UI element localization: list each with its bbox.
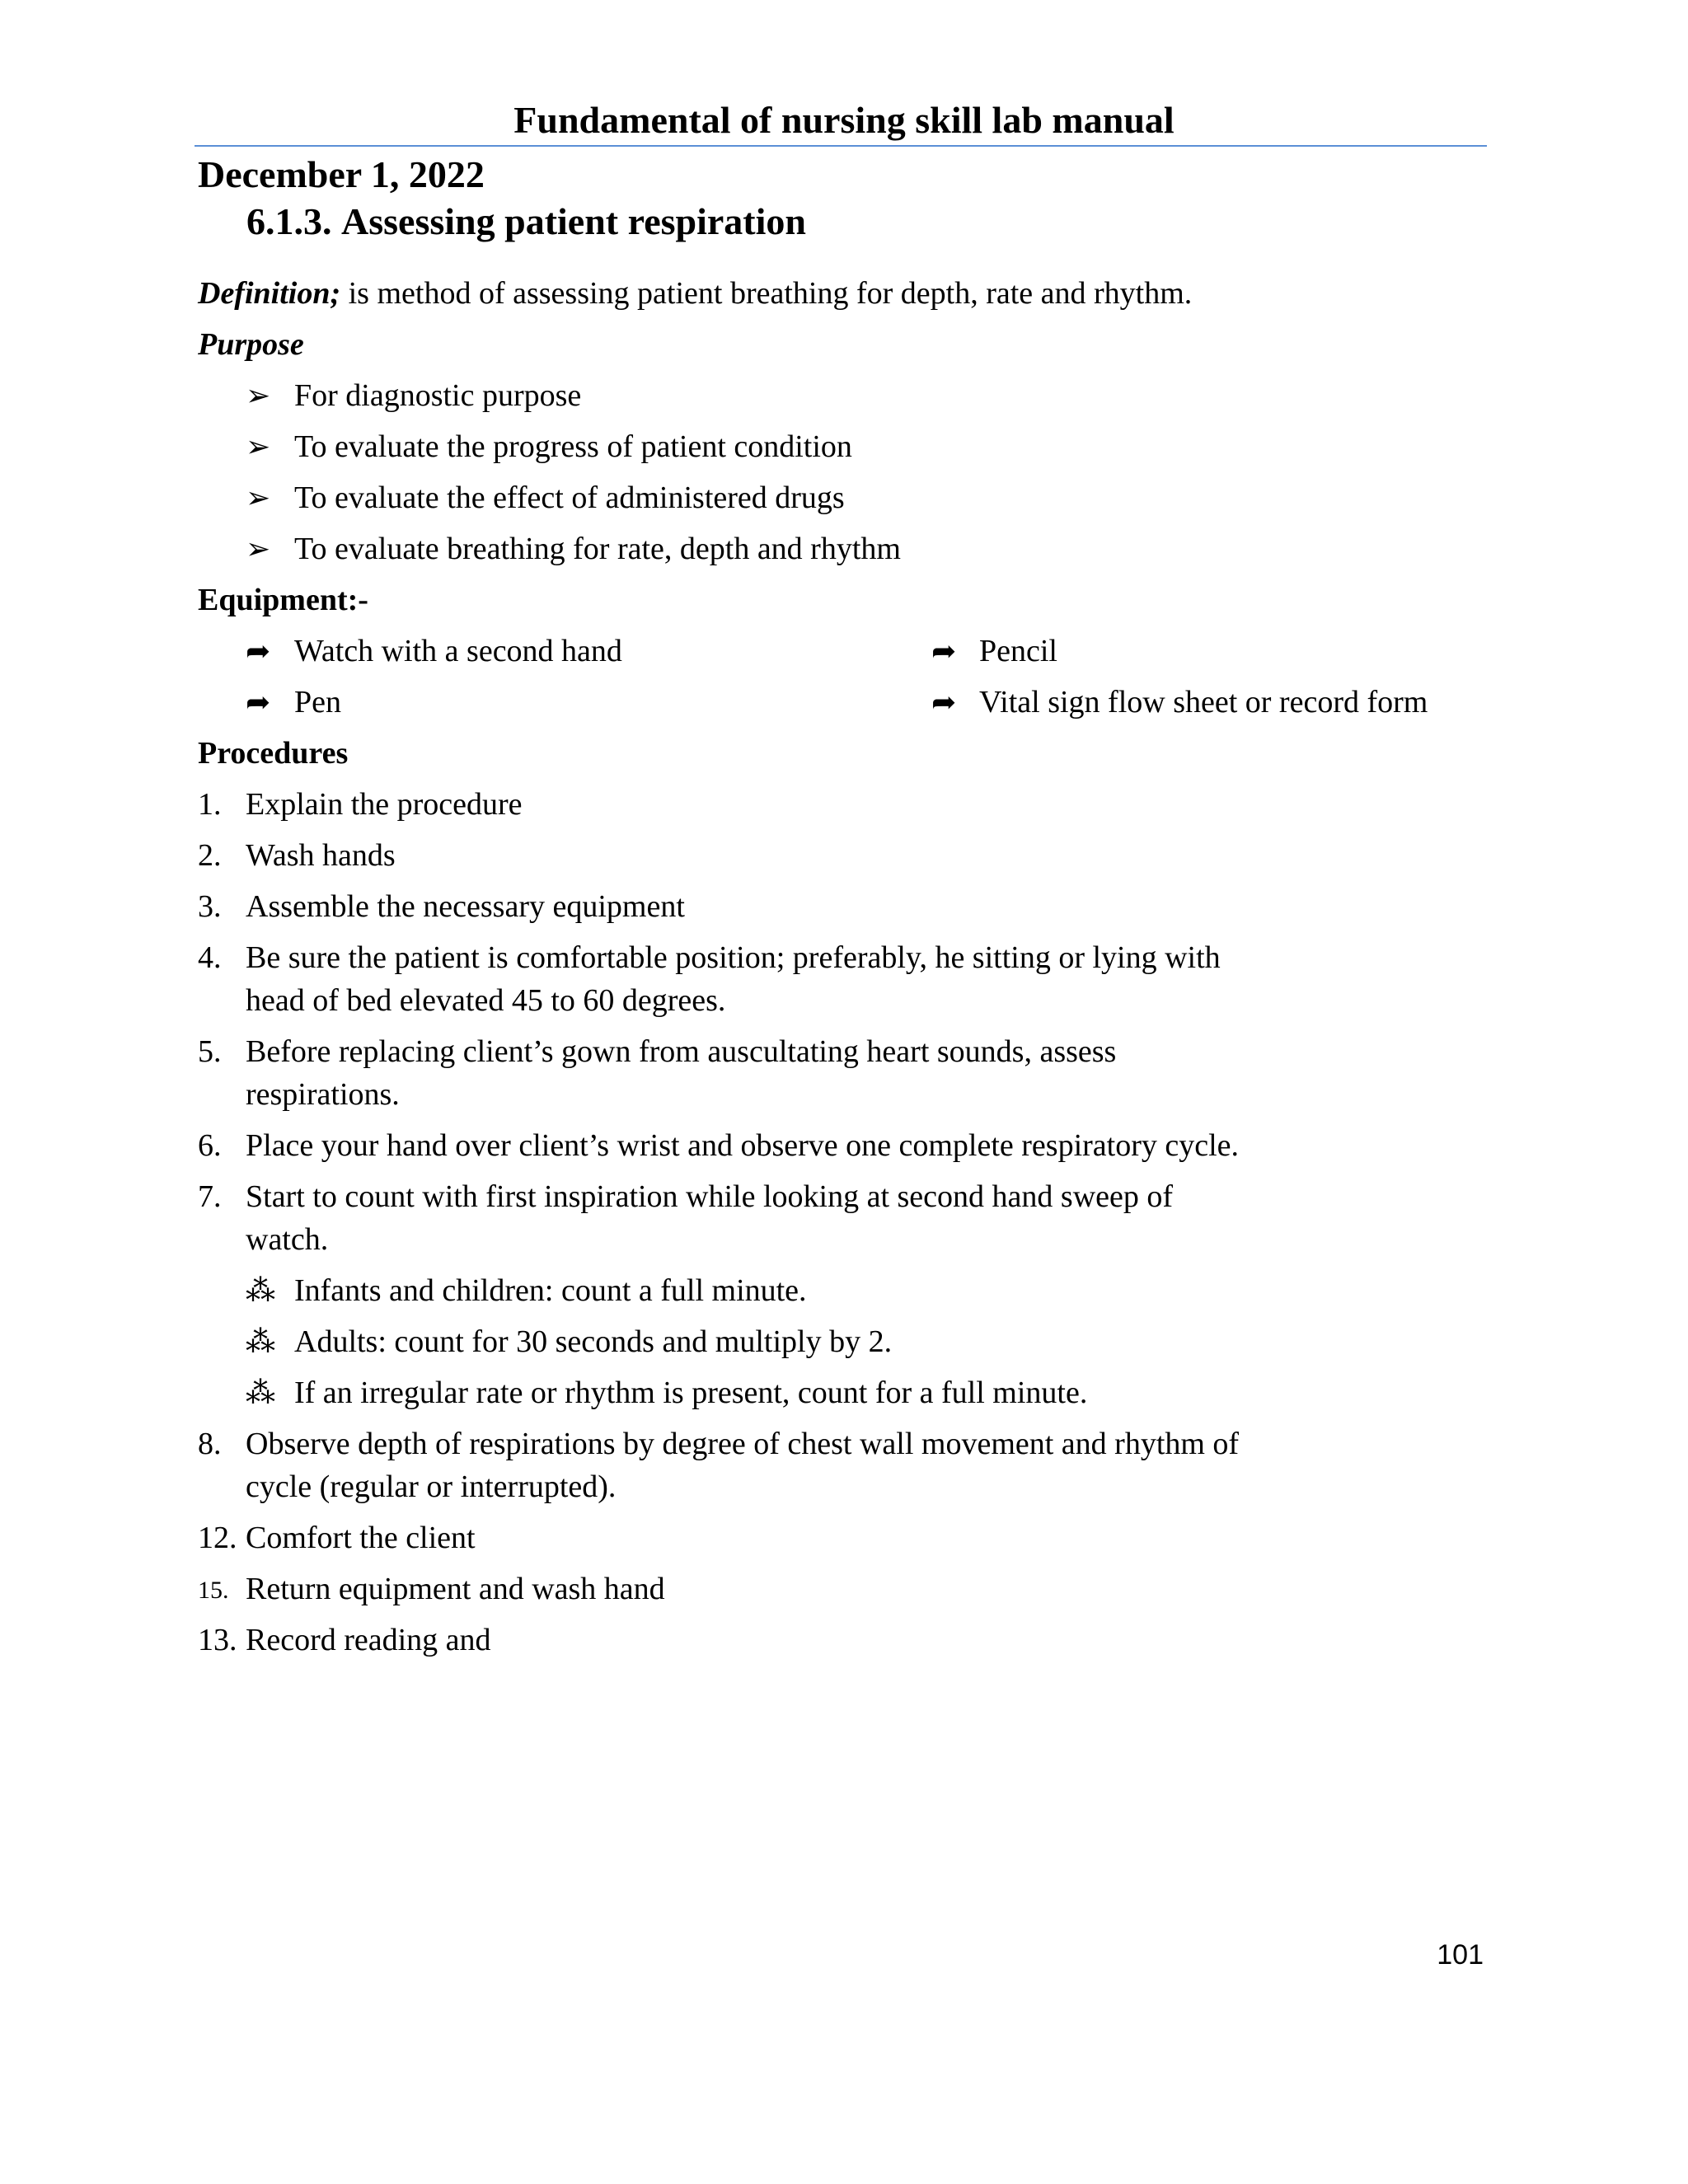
equipment-label: Equipment:- xyxy=(198,583,368,617)
section-title: Assessing patient respiration xyxy=(341,200,806,242)
arrowhead-bullet-icon: ➢ xyxy=(246,379,271,412)
curved-arrow-bullet-icon: ➦ xyxy=(246,686,271,719)
step-text-continued: head of bed elevated 45 to 60 degrees. xyxy=(246,983,726,1018)
step-number: 8. xyxy=(198,1427,222,1461)
curved-arrow-bullet-icon: ➦ xyxy=(931,686,957,719)
definition-text: is method of assessing patient breathing for depth, rate and rhythm. xyxy=(340,276,1193,311)
arrowhead-bullet-icon: ➢ xyxy=(246,481,271,514)
step-number: 7. xyxy=(198,1179,222,1214)
step-text-continued: respirations. xyxy=(246,1077,400,1112)
procedures-label: Procedures xyxy=(198,736,349,771)
step-number: 13. xyxy=(198,1623,237,1657)
asterism-bullet-icon: ⁂ xyxy=(246,1274,275,1307)
header-divider xyxy=(195,145,1487,147)
step-number: 4. xyxy=(198,940,222,975)
purpose-item: To evaluate the progress of patient condition xyxy=(294,429,852,464)
step-text-continued: cycle (regular or interrupted). xyxy=(246,1469,617,1504)
step7-subitem: If an irregular rate or rhythm is present, count for a full minute. xyxy=(294,1376,1088,1410)
curved-arrow-bullet-icon: ➦ xyxy=(246,635,271,668)
purpose-item: To evaluate the effect of administered drugs xyxy=(294,480,845,515)
arrowhead-bullet-icon: ➢ xyxy=(246,532,271,565)
purpose-item: For diagnostic purpose xyxy=(294,378,582,413)
equipment-item: Watch with a second hand xyxy=(294,634,622,668)
purpose-item: To evaluate breathing for rate, depth and rhythm xyxy=(294,532,901,566)
arrowhead-bullet-icon: ➢ xyxy=(246,430,271,463)
step-text: Observe depth of respirations by degree of chest wall movement and rhythm of xyxy=(246,1427,1240,1461)
step-text: Assemble the necessary equipment xyxy=(246,889,685,924)
definition-label: Definition; xyxy=(198,276,341,311)
step7-subitem: Infants and children: count a full minute. xyxy=(294,1273,807,1308)
equipment-item: Pen xyxy=(294,685,341,719)
step-number: 1. xyxy=(198,787,222,822)
section-number: 6.1.3. xyxy=(246,200,332,242)
step-number: 3. xyxy=(198,889,222,924)
document-date: December 1, 2022 xyxy=(198,153,485,195)
definition-paragraph xyxy=(198,274,1192,313)
asterism-bullet-icon: ⁂ xyxy=(246,1376,275,1409)
step-text-continued: watch. xyxy=(246,1222,329,1257)
step-text: Start to count with first inspiration while looking at second hand sweep of xyxy=(246,1179,1174,1214)
step-number: 5. xyxy=(198,1034,222,1069)
step-number: 6. xyxy=(198,1128,222,1163)
equipment-item: Vital sign flow sheet or record form xyxy=(979,685,1428,719)
step-text: Return equipment and wash hand xyxy=(246,1572,665,1606)
step-number: 2. xyxy=(198,838,222,873)
curved-arrow-bullet-icon: ➦ xyxy=(931,635,957,668)
step-text: Comfort the client xyxy=(246,1521,476,1555)
section-heading xyxy=(246,199,806,245)
step7-subitem: Adults: count for 30 seconds and multiply by 2. xyxy=(294,1324,893,1359)
step-text: Record reading and xyxy=(246,1623,491,1657)
page-number: 101 xyxy=(1437,1939,1484,1971)
step-text: Wash hands xyxy=(246,838,396,873)
running-header-title: Fundamental of nursing skill lab manual xyxy=(513,99,1175,141)
equipment-item: Pencil xyxy=(979,634,1057,668)
step-text: Before replacing client’s gown from auscultating heart sounds, assess xyxy=(246,1034,1117,1069)
step-text: Place your hand over client’s wrist and observe one complete respiratory cycle. xyxy=(246,1128,1240,1163)
step-text: Explain the procedure xyxy=(246,787,523,822)
step-number: 12. xyxy=(198,1521,237,1555)
asterism-bullet-icon: ⁂ xyxy=(246,1325,275,1358)
step-number: 15. xyxy=(198,1577,229,1604)
purpose-label: Purpose xyxy=(198,327,304,362)
step-text: Be sure the patient is comfortable position; preferably, he sitting or lying with xyxy=(246,940,1221,975)
